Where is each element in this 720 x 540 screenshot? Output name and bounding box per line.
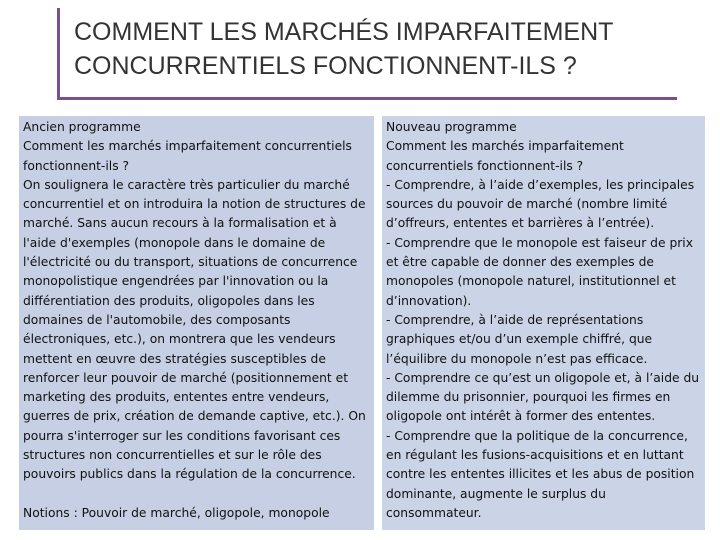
old-program-notions: Notions : Pouvoir de marché, oligopole, monopole (23, 505, 330, 520)
old-program-heading: Ancien programme (23, 120, 141, 134)
old-program-question: Comment les marchés imparfaitement concurrentiels fonctionnent-ils ? (23, 139, 352, 173)
new-program-heading: Nouveau programme (386, 120, 517, 134)
new-program-item: - Comprendre ce qu’est un oligopole et, à l’aide du dilemme du prisonnier, pourquoi les firmes en oligopole ont intérêt à former des ententes. (386, 370, 700, 424)
new-program-column (382, 116, 705, 530)
new-program-item: - Comprendre que la politique de la concurrence, en régulant les fusions-acquisitions et en luttant contre les ententes illicites et les abus de position dominante, augmente le surplus du consommateur. (386, 428, 695, 520)
new-program-item: - Comprendre, à l’aide d’exemples, les principales sources du pouvoir de marché (nombre limité d’offreurs, ententes et barrières à l’entrée). (386, 177, 695, 231)
spacer (23, 485, 370, 504)
slide-title (74, 15, 677, 83)
title-line-1: COMMENT LES MARCHÉS IMPARFAITEMENT (74, 18, 614, 46)
new-program-item: - Comprendre que le monopole est faiseur de prix et être capable de donner des exemples de monopoles (monopole naturel, institutionnel et d’innovation). (386, 235, 694, 308)
new-program-item: - Comprendre, à l’aide de représentations graphiques et/ou d’un exemple chiffré, que l’équilibre du monopole n’est pas efficace. (386, 312, 653, 366)
old-program-body: On soulignera le caractère très particulier du marché concurrentiel et on introduira la notion de structures de marché. Sans aucun recours à la formalisation et à l'aide d'exemples (monopole dans le domaine de l'électricité ou du transport, situations de concurrence monopolistique engendrées par l'innovation ou la différentiation des produits, oligopoles dans les domaines de l'automobile, des composants électroniques, etc.), on montrera que les vendeurs mettent en œuvre des stratégies susceptibles de renforcer leur pouvoir de marché (positionnement et marketing des produits, ententes entre vendeurs, guerres de prix, création de demande captive, etc.). On pourra s'interroger sur les conditions favorisant ces structures non concurrentielles et sur le rôle des pouvoirs publics dans la régulation de la concurrence. (23, 177, 366, 482)
title-frame (57, 8, 677, 100)
new-program-question: Comment les marchés imparfaitement concurrentiels fonctionnent-ils ? (386, 139, 624, 173)
old-program-column (19, 116, 374, 530)
title-line-2: CONCURRENTIELS FONCTIONNENT-ILS ? (74, 52, 577, 80)
